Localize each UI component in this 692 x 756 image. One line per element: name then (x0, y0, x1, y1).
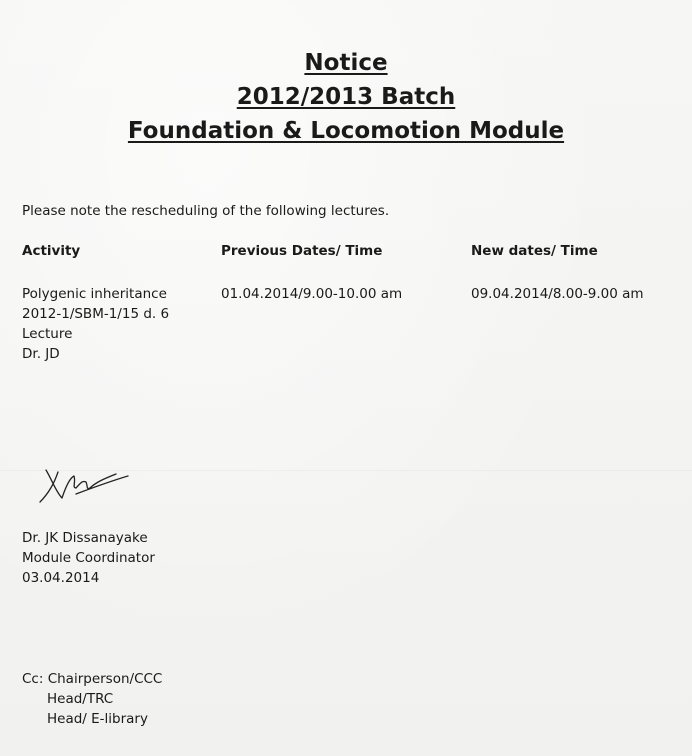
previous-date-cell: 01.04.2014/9.00-10.00 am (221, 286, 403, 302)
cc-head-trc: Head/TRC (47, 691, 114, 707)
cc-head-elibrary: Head/ E-library (47, 711, 148, 727)
activity-name: Polygenic inheritance (22, 286, 167, 302)
activity-lecturer: Dr. JD (22, 346, 60, 362)
activity-type: Lecture (22, 326, 73, 342)
signer-block (22, 528, 155, 588)
signature-icon (36, 458, 132, 510)
cc-block (22, 669, 162, 729)
batch-title: 2012/2013 Batch (236, 84, 456, 110)
cc-chairperson: Cc: Chairperson/CCC (22, 671, 163, 687)
header-activity: Activity (22, 243, 81, 259)
intro-text: Please note the rescheduling of the following lectures. (22, 203, 390, 219)
new-date-cell: 09.04.2014/8.00-9.00 am (471, 286, 644, 302)
notice-header (0, 46, 692, 148)
module-title: Foundation & Locomotion Module (127, 118, 565, 144)
header-new-dates: New dates/ Time (471, 243, 598, 259)
signer-role: Module Coordinator (22, 550, 155, 566)
activity-cell (22, 284, 212, 364)
activity-code: 2012-1/SBM-1/15 d. 6 (22, 306, 170, 322)
signer-name: Dr. JK Dissanayake (22, 530, 148, 546)
header-previous-dates: Previous Dates/ Time (221, 243, 383, 259)
signer-date: 03.04.2014 (22, 570, 100, 586)
notice-title: Notice (304, 50, 388, 76)
